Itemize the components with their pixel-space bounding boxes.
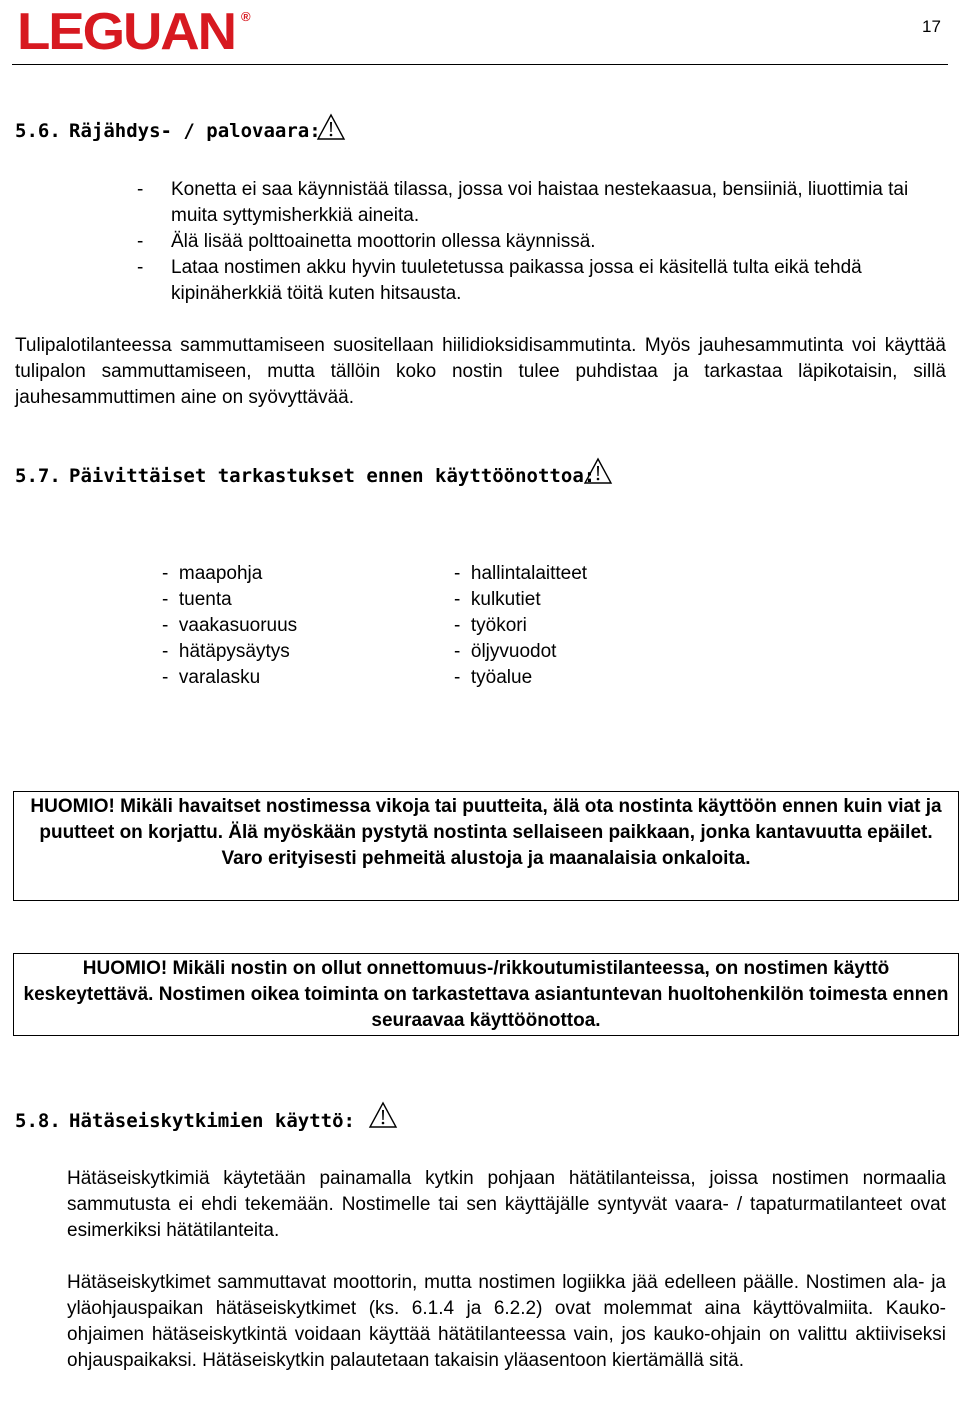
section-number: 5.7.	[15, 465, 61, 487]
warning-triangle-icon	[583, 457, 613, 485]
list-item: - hätäpysäytys	[162, 641, 290, 662]
list-item: - hallintalaitteet	[454, 563, 588, 584]
section-number: 5.6.	[15, 120, 61, 142]
leguan-logo: LEGUAN	[17, 3, 235, 61]
emergency-stop-paragraph-2: Hätäseiskytkimet sammuttavat moottorin, mutta nostimen logiikka jää edelleen päälle. Nostimen ala- ja yläohjauspaikan hätäseiskytkimet (ks. 6.1.4 ja 6.2.2) ovat molemmat aina käyttövalmiita. Kauko-ohjaimen hätäseiskytkintä voidaan käyttää hätätilanteessa vain, jos kauko-ohjain on valittu aktiiviseksi ohjauspaikaksi. Hätäseiskytkin palautetaan takaisin yläasentoon kiertämällä sitä.	[67, 1272, 946, 1371]
registered-mark: ®	[241, 9, 251, 24]
checklist-right	[454, 561, 587, 691]
section-number: 5.8.	[15, 1110, 61, 1132]
section-title: Päivittäiset tarkastukset ennen käyttöönottoa:	[69, 465, 596, 487]
checklist-left	[162, 561, 297, 691]
bullet-item: - Konetta ei saa käynnistää tilassa, jossa voi haistaa nestekaasua, bensiiniä, liuottimia tai muita syttymisherkkiä aineita.	[137, 179, 909, 226]
section-5-8-heading	[15, 1110, 355, 1132]
fire-extinguisher-paragraph: Tulipalotilanteessa sammuttamiseen suositellaan hiilidioksidisammutinta. Myös jauhesammutinta voi käyttää tulipalon sammuttamiseen, mutta tällöin koko nostin tulee puhdistaa ja tarkastaa läpikotaisin, sillä jauhesammuttimen aine on syövyttävää.	[15, 335, 946, 408]
section-title: Hätäseiskytkimien käyttö:	[69, 1110, 355, 1132]
warning-triangle-icon	[316, 113, 346, 141]
list-item: - varalasku	[162, 667, 261, 688]
warning-triangle-icon	[368, 1101, 398, 1129]
list-item: - työkori	[454, 615, 527, 636]
header-rule	[12, 64, 948, 65]
page-number: 17	[922, 17, 941, 36]
list-item: - maapohja	[162, 563, 263, 584]
list-item: - öljyvuodot	[454, 641, 557, 662]
list-item: - työalue	[454, 667, 533, 688]
section-5-7-heading	[15, 465, 595, 487]
section-5-6-heading	[15, 120, 321, 142]
emergency-stop-paragraph-1: Hätäseiskytkimiä käytetään painamalla kytkin pohjaan hätätilanteissa, joissa nostimen normaalia sammutusta ei ehdi tekemään. Nostimelle tai sen käyttäjälle syntyvät vaara- / tapaturmatilanteet ovat esimerkiksi hätätilanteita.	[67, 1168, 946, 1241]
warning-note-defects: HUOMIO! Mikäli havaitset nostimessa vikoja tai puutteita, älä ota nostinta käyttöön ennen kuin viat ja puutteet on korjattu. Älä myöskään pystytä nostinta sellaiseen paikkaan, jonka kantavuutta epäilet. Varo erityisesti pehmeitä alustoja ja maanalaisia onkaloita.	[13, 791, 959, 901]
list-item: - vaakasuoruus	[162, 615, 298, 636]
bullet-item: - Älä lisää polttoainetta moottorin ollessa käynnissä.	[137, 231, 596, 252]
bullet-item: - Lataa nostimen akku hyvin tuuletetussa paikassa jossa ei käsitellä tulta eikä tehdä kipinäherkkiä töitä kuten hitsausta.	[137, 257, 862, 304]
warning-note-accident: HUOMIO! Mikäli nostin on ollut onnettomuus-/rikkoutumistilanteessa, on nostimen käyttö keskeytettävä. Nostimen oikea toiminta on tarkastettava asiantuntevan huoltohenkilön toimesta ennen seuraavaa käyttöönottoa.	[13, 953, 959, 1036]
list-item: - kulkutiet	[454, 589, 541, 610]
list-item: - tuenta	[162, 589, 232, 610]
section-title: Räjähdys- / palovaara:	[69, 120, 321, 142]
